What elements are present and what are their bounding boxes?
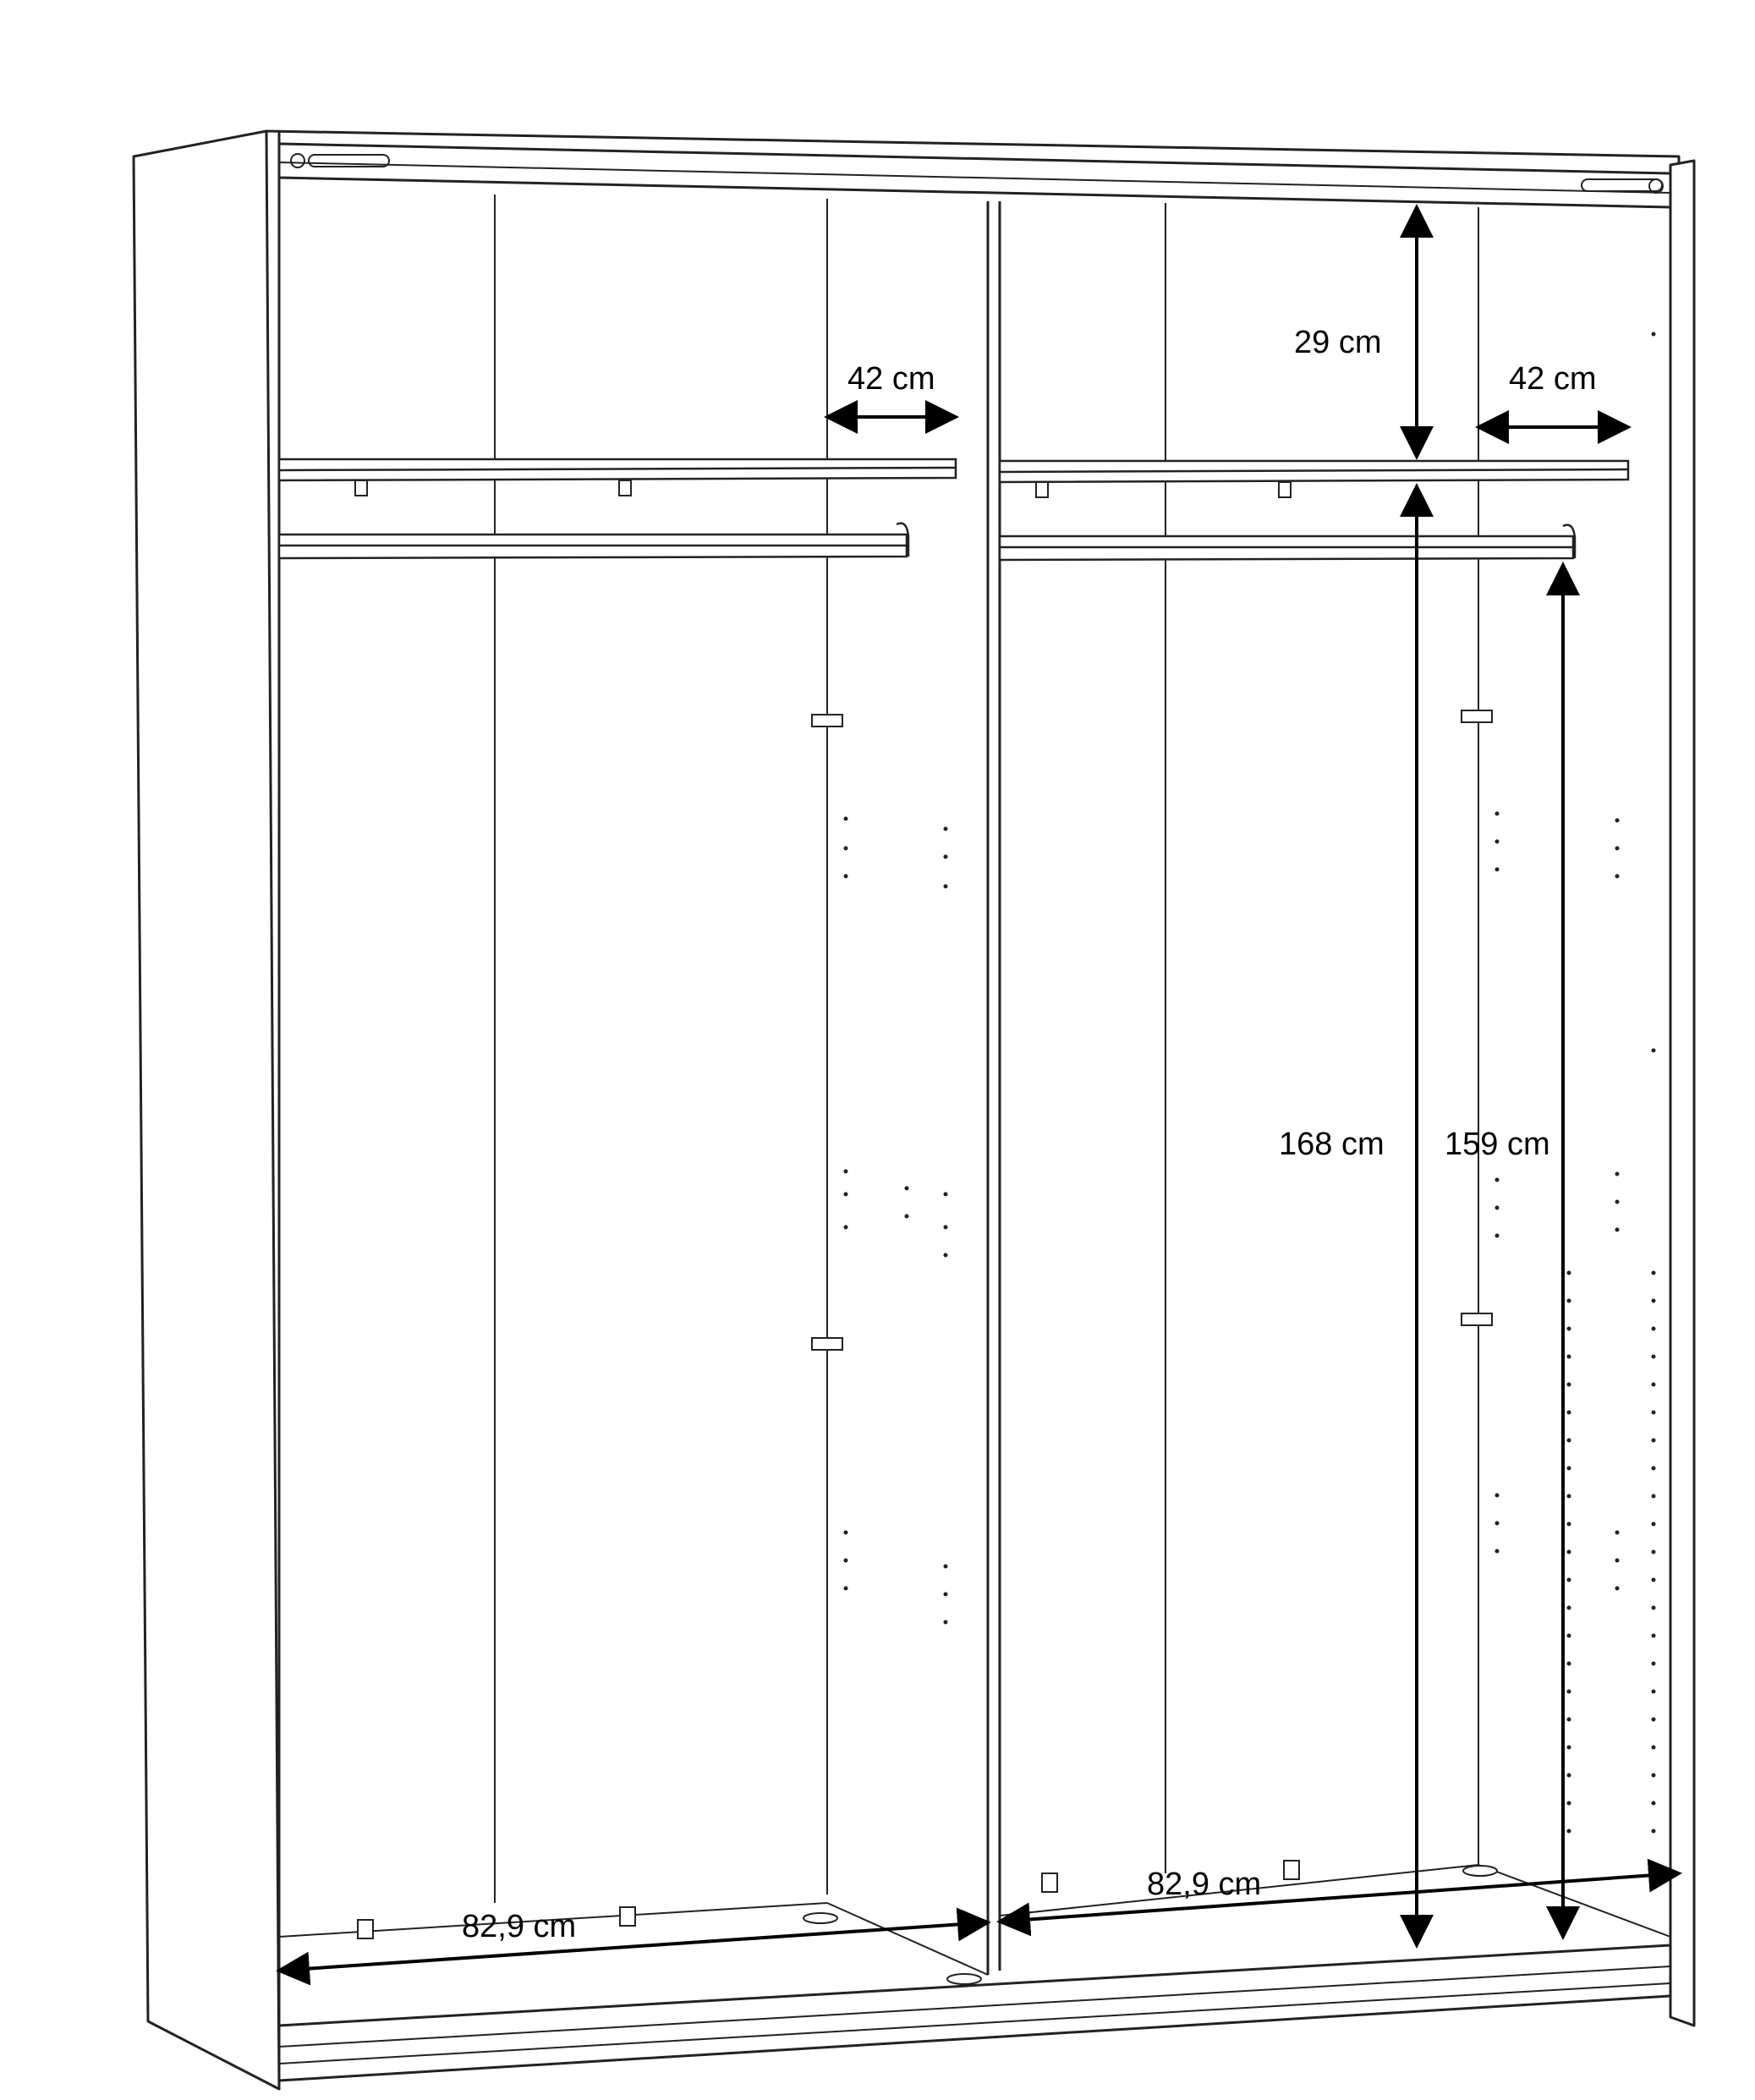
- right-hanging-rail: [1000, 525, 1575, 560]
- peg-hole: [1567, 1578, 1571, 1582]
- peg-hole: [1567, 1439, 1571, 1443]
- peg-hole: [1652, 1439, 1656, 1443]
- peg-hole: [1567, 1411, 1571, 1415]
- peg-hole: [1652, 1690, 1656, 1694]
- peg-hole: [1567, 1606, 1571, 1610]
- peg-hole: [1652, 1271, 1656, 1275]
- label-interior-height: 168 cm: [1279, 1127, 1385, 1162]
- peg-hole: [1567, 1494, 1571, 1499]
- left-side-panel: [134, 131, 279, 2089]
- peg-hole: [1652, 1299, 1656, 1303]
- arrow-829cm-right: [1000, 1873, 1679, 1922]
- peg-hole: [1567, 1774, 1571, 1778]
- wardrobe-carcass: [134, 131, 1694, 2089]
- right-shelf: [1000, 461, 1628, 482]
- peg-hole: [1652, 1383, 1656, 1387]
- peg-hole: [1652, 1578, 1656, 1582]
- peg-hole: [1567, 1829, 1571, 1834]
- peg-hole: [1652, 1718, 1656, 1722]
- peg-hole: [1652, 1494, 1656, 1499]
- peg-hole: [1567, 1355, 1571, 1359]
- peg-hole: [1567, 1662, 1571, 1666]
- peg-hole: [1567, 1801, 1571, 1806]
- peg-hole: [1567, 1522, 1571, 1527]
- bottom-rail: [279, 1945, 1670, 2081]
- peg-hole: [1652, 1606, 1656, 1610]
- peg-hole: [1652, 1829, 1656, 1834]
- label-right-width: 82,9 cm: [1147, 1867, 1262, 1902]
- peg-holes: [844, 332, 1656, 1625]
- peg-hole: [1652, 1662, 1656, 1666]
- peg-hole: [1567, 1634, 1571, 1638]
- peg-hole: [1652, 1634, 1656, 1638]
- peg-hole-column-right: [1567, 1271, 1656, 1834]
- label-left-shelf-depth: 42 cm: [847, 361, 935, 397]
- peg-hole: [1567, 1746, 1571, 1750]
- peg-hole: [1652, 1550, 1656, 1554]
- peg-hole: [1567, 1327, 1571, 1331]
- peg-hole: [1567, 1718, 1571, 1722]
- peg-hole: [1652, 1746, 1656, 1750]
- label-top-compartment-height: 29 cm: [1294, 325, 1382, 360]
- peg-hole: [1567, 1271, 1571, 1275]
- right-side-panel: [1670, 161, 1694, 2026]
- peg-hole: [1652, 1774, 1656, 1778]
- peg-hole: [1652, 1522, 1656, 1527]
- peg-hole: [1652, 1801, 1656, 1806]
- peg-hole: [1567, 1299, 1571, 1303]
- label-right-shelf-depth: 42 cm: [1509, 361, 1597, 397]
- peg-hole: [1652, 1355, 1656, 1359]
- fittings: [812, 710, 1492, 1350]
- label-hanging-height: 159 cm: [1445, 1127, 1550, 1162]
- peg-hole: [1567, 1550, 1571, 1554]
- left-hanging-rail: [279, 524, 908, 558]
- left-shelf: [279, 459, 956, 480]
- peg-hole: [1652, 1327, 1656, 1331]
- peg-hole: [1567, 1690, 1571, 1694]
- peg-hole: [1652, 1467, 1656, 1471]
- peg-hole: [1567, 1467, 1571, 1471]
- label-left-width: 82,9 cm: [462, 1909, 577, 1944]
- peg-hole: [1652, 1411, 1656, 1415]
- peg-hole: [1567, 1383, 1571, 1387]
